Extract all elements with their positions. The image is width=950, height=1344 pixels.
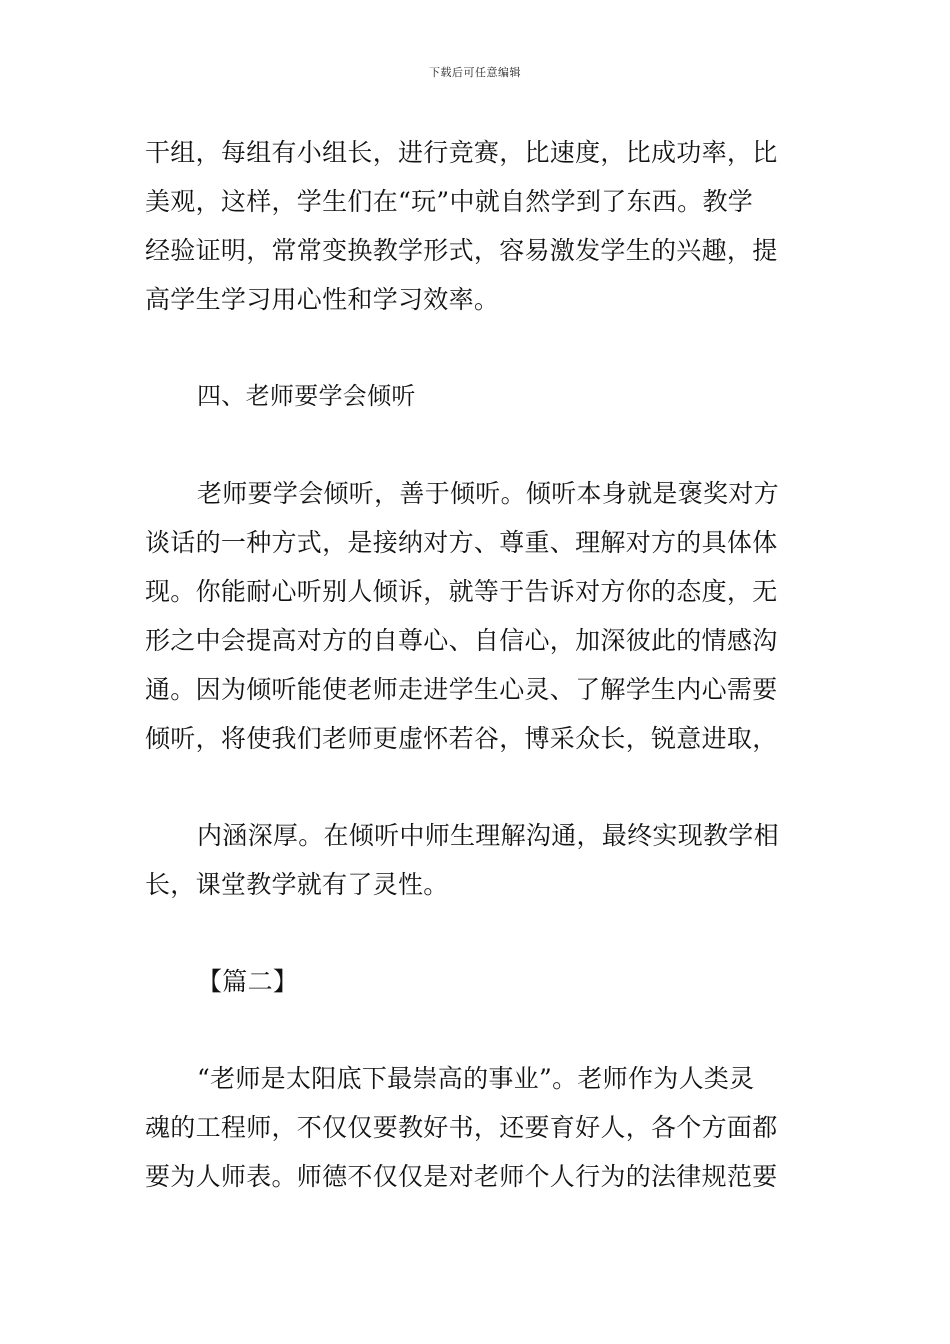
text-line: 内涵深厚。在倾听中师生理解沟通，最终实现教学相: [197, 821, 779, 850]
section-heading-listening: 四、老师要学会倾听: [197, 382, 416, 410]
text-line: 高学生学习用心性和学习效率。: [145, 285, 500, 314]
text-line: 通。因为倾听能使老师走进学生心灵、了解学生内心需要: [145, 675, 778, 704]
document-body: [145, 128, 807, 1201]
paragraph-listening: [145, 469, 807, 763]
text-line: 形之中会提高对方的自尊心、自信心，加深彼此的情感沟: [145, 626, 778, 655]
text-line: 美观，这样，学生们在“玩”中就自然学到了东西。教学: [145, 187, 754, 216]
section-title-part-two: 【篇二】: [197, 967, 299, 996]
text-line: 谈话的一种方式，是接纳对方、尊重、理解对方的具体体: [145, 528, 778, 557]
text-line: 现。你能耐心听别人倾诉，就等于告诉对方你的态度，无: [145, 577, 778, 606]
page-header: 下载后可任意编辑: [429, 66, 521, 79]
text-line: 干组，每组有小组长，进行竞赛，比速度，比成功率，比: [145, 138, 778, 167]
text-line: 要为人师表。师德不仅仅是对老师个人行为的法律规范要: [145, 1162, 778, 1191]
paragraph-teacher-ethics: [145, 1054, 807, 1201]
text-line: “老师是太阳底下最崇高的事业”。老师作为人类灵: [197, 1064, 755, 1093]
text-line: 老师要学会倾听，善于倾听。倾听本身就是褒奖对方: [197, 479, 779, 508]
text-line: 经验证明，常常变换教学形式，容易激发学生的兴趣，提: [145, 236, 778, 265]
text-line: 魂的工程师，不仅仅要教好书，还要育好人，各个方面都: [145, 1113, 778, 1142]
paragraph-teaching-methods: [145, 128, 807, 324]
paragraph-understanding: [145, 811, 807, 909]
text-line: 长，课堂教学就有了灵性。: [145, 870, 449, 899]
text-line: 倾听，将使我们老师更虚怀若谷，博采众长，锐意进取，: [145, 724, 778, 753]
